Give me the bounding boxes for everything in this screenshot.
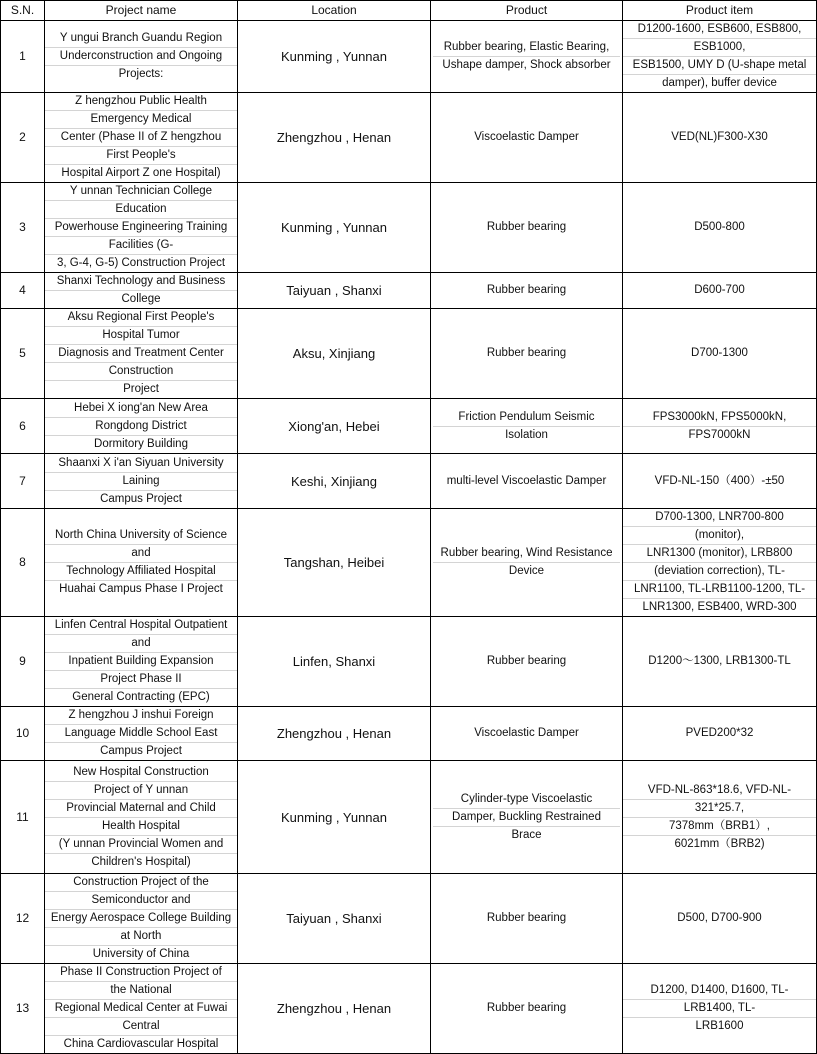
- project-name-cell-line: Language Middle School East: [45, 725, 237, 743]
- table-body: [1, 21, 817, 1054]
- location-cell: Kunming , Yunnan: [238, 761, 431, 874]
- product-item-cell-line: FPS3000kN, FPS5000kN,: [623, 409, 816, 427]
- project-name-cell-line: Project Phase II: [45, 671, 237, 689]
- project-name-cell-line: Powerhouse Engineering Training: [45, 219, 237, 237]
- product-item-cell-line: 6021mm（BRB2): [674, 837, 765, 850]
- location-cell: Kunming , Yunnan: [238, 21, 431, 93]
- sn-cell: 1: [1, 21, 45, 93]
- product-cell-line: Ushape damper, Shock absorber: [442, 59, 611, 71]
- product-item-cell-line: VED(NL)F300-X30: [671, 131, 768, 143]
- sn-cell: 8: [1, 509, 45, 617]
- sn-cell: 3: [1, 183, 45, 273]
- product-cell-line: Isolation: [505, 428, 548, 441]
- sn-cell: 11: [1, 761, 45, 874]
- product-item-cell: [623, 617, 817, 707]
- product-cell: [431, 509, 623, 617]
- sn-cell: 5: [1, 309, 45, 399]
- product-item-cell: [623, 761, 817, 874]
- header-item: Product item: [623, 1, 817, 21]
- header-sn: S.N.: [1, 1, 45, 21]
- product-cell: [431, 964, 623, 1054]
- product-cell-line: Viscoelastic Damper: [474, 131, 579, 143]
- project-name-cell-line: Huahai Campus Phase I Project: [59, 583, 223, 595]
- product-cell-line: Device: [508, 565, 545, 577]
- product-item-cell: [623, 273, 817, 309]
- product-item-cell-line: VFD-NL-863*18.6, VFD-NL-: [623, 782, 816, 800]
- project-name-cell-line: Facilities (G-: [45, 237, 237, 255]
- location-cell: Zhengzhou , Henan: [238, 93, 431, 183]
- project-name-cell: [45, 183, 238, 273]
- location-cell: Zhengzhou , Henan: [238, 707, 431, 761]
- product-cell: [431, 874, 623, 964]
- product-item-cell-line: FPS7000kN: [688, 428, 751, 441]
- project-name-cell-line: Energy Aerospace College Building: [45, 910, 237, 928]
- product-cell-line: Rubber bearing: [486, 1002, 567, 1014]
- product-item-cell: [623, 309, 817, 399]
- product-item-cell-line: D600-700: [694, 284, 745, 296]
- product-item-cell: [623, 509, 817, 617]
- sn-cell: 2: [1, 93, 45, 183]
- product-item-cell-line: (deviation correction), TL-: [623, 563, 816, 581]
- location-cell: Zhengzhou , Henan: [238, 964, 431, 1054]
- project-name-cell-line: Rongdong District: [45, 418, 237, 436]
- project-name-cell: [45, 617, 238, 707]
- product-cell: [431, 309, 623, 399]
- project-name-cell-line: and: [45, 545, 237, 563]
- product-cell-line: Rubber bearing: [486, 221, 567, 233]
- project-name-cell: [45, 273, 238, 309]
- product-item-cell-line: LRB1600: [695, 1020, 744, 1032]
- product-cell-line: Brace: [511, 828, 542, 841]
- project-name-cell-line: Dormitory Building: [94, 437, 188, 450]
- product-cell-line: Rubber bearing, Elastic Bearing,: [433, 39, 620, 57]
- product-item-cell: [623, 874, 817, 964]
- project-name-cell-line: China Cardiovascular Hospital: [63, 1038, 219, 1050]
- project-name-cell-line: Hospital Tumor: [45, 327, 237, 345]
- location-cell: Keshi, Xinjiang: [238, 454, 431, 509]
- product-item-cell: [623, 183, 817, 273]
- project-name-cell-line: Children's Hospital): [91, 855, 191, 868]
- product-cell-line: multi-level Viscoelastic Damper: [446, 474, 607, 487]
- product-cell-line: Cylinder-type Viscoelastic: [433, 791, 620, 809]
- project-name-cell-line: Construction Project of the: [45, 874, 237, 892]
- sn-cell: 7: [1, 454, 45, 509]
- project-name-cell-line: Campus Project: [100, 745, 182, 757]
- table-row: [1, 761, 817, 874]
- header-location: Location: [238, 1, 431, 21]
- sn-cell: 13: [1, 964, 45, 1054]
- product-item-cell-line: PVED200*32: [685, 727, 754, 739]
- product-cell: [431, 399, 623, 454]
- location-cell: Taiyuan , Shanxi: [238, 273, 431, 309]
- project-name-cell-line: Technology Affiliated Hospital: [45, 563, 237, 581]
- product-item-cell-line: ESB1000,: [623, 39, 816, 57]
- project-name-cell-line: Z hengzhou J inshui Foreign: [45, 707, 237, 725]
- project-name-cell: [45, 454, 238, 509]
- project-name-cell-line: Central: [45, 1018, 237, 1036]
- project-name-cell-line: Shanxi Technology and Business: [45, 273, 237, 291]
- project-name-cell-line: Y ungui Branch Guandu Region: [45, 30, 237, 48]
- project-name-cell-line: North China University of Science: [45, 527, 237, 545]
- product-item-cell-line: D500-800: [694, 221, 745, 233]
- project-name-cell-line: Inpatient Building Expansion: [45, 653, 237, 671]
- product-cell-line: Rubber bearing: [486, 655, 567, 667]
- sn-cell: 10: [1, 707, 45, 761]
- location-cell: Xiong'an, Hebei: [238, 399, 431, 454]
- project-name-cell-line: 3, G-4, G-5) Construction Project: [56, 257, 226, 269]
- product-cell-line: Rubber bearing: [486, 284, 567, 296]
- location-cell: Tangshan, Heibei: [238, 509, 431, 617]
- project-name-cell-line: New Hospital Construction: [45, 764, 237, 782]
- product-item-cell-line: 7378mm（BRB1）,: [623, 818, 816, 836]
- project-name-cell: [45, 761, 238, 874]
- project-name-cell-line: College: [121, 293, 161, 305]
- product-item-cell: [623, 964, 817, 1054]
- project-name-cell: [45, 707, 238, 761]
- product-item-cell-line: D1200, D1400, D1600, TL-: [623, 982, 816, 1000]
- product-item-cell-line: ESB1500, UMY D (U-shape metal: [623, 57, 816, 75]
- sn-cell: 4: [1, 273, 45, 309]
- product-cell: [431, 273, 623, 309]
- product-cell: [431, 21, 623, 93]
- project-name-cell-line: General Contracting (EPC): [72, 691, 210, 703]
- product-item-cell-line: D1200～1300, LRB1300-TL: [648, 655, 791, 667]
- table-row: [1, 273, 817, 309]
- project-name-cell-line: Projects:: [118, 68, 164, 80]
- product-item-cell-line: LNR1300 (monitor), LRB800: [623, 545, 816, 563]
- product-cell-line: Rubber bearing: [486, 347, 567, 359]
- project-name-cell-line: Laining: [45, 473, 237, 491]
- project-name-cell-line: the National: [45, 982, 237, 1000]
- project-name-cell-line: Hebei X iong'an New Area: [45, 400, 237, 418]
- project-name-cell-line: at North: [45, 928, 237, 946]
- project-name-cell-line: Project: [123, 383, 159, 395]
- header-project: Project name: [45, 1, 238, 21]
- project-name-cell-line: Regional Medical Center at Fuwai: [45, 1000, 237, 1018]
- project-name-cell-line: Campus Project: [100, 492, 182, 505]
- sn-cell: 9: [1, 617, 45, 707]
- project-name-cell-line: (Y unnan Provincial Women and: [45, 836, 237, 854]
- project-name-cell-line: Shaanxi X i'an Siyuan University: [45, 455, 237, 473]
- table-row: [1, 617, 817, 707]
- product-item-cell: [623, 399, 817, 454]
- product-item-cell-line: damper), buffer device: [662, 77, 777, 89]
- project-name-cell: [45, 874, 238, 964]
- project-name-cell: [45, 309, 238, 399]
- project-name-cell-line: Provincial Maternal and Child: [45, 800, 237, 818]
- table-row: [1, 93, 817, 183]
- project-name-cell: [45, 399, 238, 454]
- table-row: [1, 874, 817, 964]
- table-row: [1, 21, 817, 93]
- table-row: [1, 454, 817, 509]
- header-product: Product: [431, 1, 623, 21]
- product-item-cell-line: D700-1300, LNR700-800: [623, 509, 816, 527]
- location-cell: Linfen, Shanxi: [238, 617, 431, 707]
- product-item-cell-line: LNR1100, TL-LRB1100-1200, TL-: [623, 581, 816, 599]
- table-row: [1, 309, 817, 399]
- product-cell-line: Damper, Buckling Restrained: [433, 809, 620, 827]
- project-name-cell-line: Project of Y unnan: [45, 782, 237, 800]
- table-row: [1, 399, 817, 454]
- product-item-cell-line: VFD-NL-150（400）-±50: [654, 474, 785, 487]
- product-cell: [431, 761, 623, 874]
- product-item-cell: [623, 21, 817, 93]
- product-cell: [431, 454, 623, 509]
- sn-cell: 12: [1, 874, 45, 964]
- project-name-cell-line: Center (Phase II of Z hengzhou: [45, 129, 237, 147]
- project-name-cell-line: Y unnan Technician College: [45, 183, 237, 201]
- project-name-cell-line: Health Hospital: [45, 818, 237, 836]
- product-item-cell-line: LRB1400, TL-: [623, 1000, 816, 1018]
- project-name-cell-line: Emergency Medical: [45, 111, 237, 129]
- table-row: [1, 509, 817, 617]
- project-name-cell: [45, 964, 238, 1054]
- project-name-cell-line: Linfen Central Hospital Outpatient: [45, 617, 237, 635]
- project-name-cell-line: University of China: [92, 948, 190, 960]
- project-name-cell-line: Aksu Regional First People's: [45, 309, 237, 327]
- product-cell: [431, 183, 623, 273]
- product-item-cell-line: D1200-1600, ESB600, ESB800,: [623, 21, 816, 39]
- project-name-cell-line: Underconstruction and Ongoing: [45, 48, 237, 66]
- product-cell-line: Rubber bearing, Wind Resistance: [433, 545, 620, 563]
- project-name-cell-line: Education: [45, 201, 237, 219]
- project-name-cell-line: Z hengzhou Public Health: [45, 93, 237, 111]
- product-item-cell: [623, 93, 817, 183]
- project-name-cell-line: Semiconductor and: [45, 892, 237, 910]
- table-row: [1, 707, 817, 761]
- product-item-cell: [623, 454, 817, 509]
- product-item-cell-line: LNR1300, ESB400, WRD-300: [642, 601, 797, 613]
- location-cell: Kunming , Yunnan: [238, 183, 431, 273]
- location-cell: Taiyuan , Shanxi: [238, 874, 431, 964]
- project-name-cell-line: Diagnosis and Treatment Center: [45, 345, 237, 363]
- project-name-cell-line: and: [45, 635, 237, 653]
- project-name-cell-line: First People's: [45, 147, 237, 165]
- product-item-cell-line: D700-1300: [691, 347, 748, 359]
- header-row: [1, 1, 817, 21]
- table-row: [1, 964, 817, 1054]
- project-name-cell: [45, 21, 238, 93]
- product-cell: [431, 617, 623, 707]
- product-cell-line: Rubber bearing: [486, 912, 567, 924]
- sn-cell: 6: [1, 399, 45, 454]
- product-cell-line: Viscoelastic Damper: [474, 727, 579, 739]
- project-name-cell: [45, 93, 238, 183]
- project-name-cell-line: Hospital Airport Z one Hospital): [61, 167, 221, 179]
- product-item-cell-line: 321*25.7,: [623, 800, 816, 818]
- table-row: [1, 183, 817, 273]
- product-item-cell-line: D500, D700-900: [677, 912, 762, 924]
- project-name-cell-line: Phase II Construction Project of: [45, 964, 237, 982]
- product-item-cell: [623, 707, 817, 761]
- product-cell-line: Friction Pendulum Seismic: [433, 409, 620, 427]
- product-item-cell-line: (monitor),: [623, 527, 816, 545]
- product-cell: [431, 93, 623, 183]
- product-cell: [431, 707, 623, 761]
- project-name-cell-line: Construction: [45, 363, 237, 381]
- location-cell: Aksu, Xinjiang: [238, 309, 431, 399]
- project-name-cell: [45, 509, 238, 617]
